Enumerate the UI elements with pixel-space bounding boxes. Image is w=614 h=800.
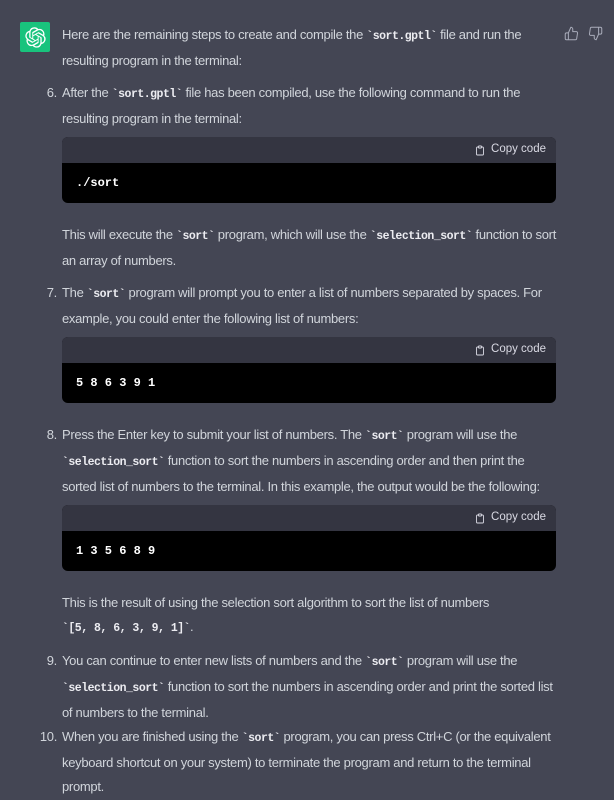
- inline-code: `selection_sort`: [369, 230, 473, 243]
- list-item: [46, 281, 556, 331]
- list-item: [46, 423, 556, 499]
- list-number: 6.: [46, 85, 57, 100]
- code-content: 5 8 6 3 9 1: [76, 376, 156, 390]
- inline-code: `sort`: [365, 656, 404, 669]
- code-block: [62, 137, 556, 203]
- text-segment: file and run the resulting program in the terminal:: [62, 27, 522, 68]
- text-segment: file has been compiled, use the following command to run the resulting program in the terminal:: [62, 85, 521, 126]
- list-item-text: [62, 427, 540, 494]
- code-content: 1 3 5 6 8 9: [76, 544, 156, 558]
- inline-code: `sort`: [365, 430, 404, 443]
- code-block: [62, 337, 556, 403]
- list-item-text: [62, 653, 553, 720]
- code-content: ./sort: [76, 176, 120, 190]
- text-segment: When you are finished using the: [62, 729, 242, 744]
- list-item: [39, 725, 556, 799]
- message-actions: [564, 22, 603, 41]
- text-segment: This will execute the: [62, 227, 177, 242]
- code-block-header: [62, 137, 556, 163]
- text-segment: The: [62, 285, 87, 300]
- assistant-avatar: [20, 22, 50, 52]
- clipboard-icon: [474, 344, 486, 357]
- text-segment: You can continue to enter new lists of numbers and the: [62, 653, 366, 668]
- list-number: 9.: [46, 653, 57, 668]
- code-block-header: [62, 505, 556, 531]
- text-segment: Here are the remaining steps to create and compile the: [62, 27, 367, 42]
- text-segment: program will use the: [403, 427, 518, 442]
- list-number: 10.: [39, 729, 57, 744]
- list-item-text: [62, 285, 542, 326]
- list-item-text: [62, 85, 520, 126]
- paragraph: [62, 591, 556, 641]
- inline-code: `[5, 8, 6, 3, 9, 1]`: [62, 622, 191, 635]
- code-block-header: [62, 337, 556, 363]
- copy-code-button[interactable]: [474, 344, 546, 357]
- list-number: 7.: [46, 285, 57, 300]
- text-segment: .: [190, 619, 194, 634]
- thumbs-up-icon: [564, 29, 579, 44]
- inline-code: `selection_sort`: [62, 682, 165, 695]
- copy-code-label: Copy code: [491, 143, 546, 156]
- thumbs-down-icon: [588, 29, 603, 44]
- text-segment: This is the result of using the selection sort algorithm to sort the list of numbers: [62, 595, 490, 610]
- code-block: [62, 505, 556, 571]
- paragraph: [62, 223, 556, 273]
- inline-code: `sort.gptl`: [366, 30, 437, 43]
- copy-code-label: Copy code: [491, 511, 546, 524]
- inline-code: `sort.gptl`: [111, 88, 183, 101]
- clipboard-icon: [474, 144, 486, 157]
- inline-code: `selection_sort`: [62, 456, 165, 469]
- thumbs-up-button[interactable]: [564, 26, 579, 41]
- list-number: 8.: [46, 427, 57, 442]
- text-segment: function to sort the numbers in ascending order and then print the sorted list of numbers to the terminal. In this example, the output would be the following:: [62, 453, 540, 494]
- text-segment: program, which will use the: [214, 227, 370, 242]
- inline-code: `sort`: [241, 732, 281, 745]
- text-segment: function to sort the numbers in ascending order and print the sorted list of numbers to the terminal.: [62, 679, 553, 720]
- paragraph: [62, 23, 556, 73]
- clipboard-icon: [474, 512, 486, 525]
- thumbs-down-button[interactable]: [588, 26, 603, 41]
- list-item: [46, 649, 556, 725]
- text-segment: Press the Enter key to submit your list of numbers. The: [62, 427, 366, 442]
- inline-code: `sort`: [86, 288, 126, 301]
- copy-code-label: Copy code: [491, 343, 546, 356]
- text-segment: After the: [62, 85, 112, 100]
- text-segment: program, you can press Ctrl+C (or the equivalent keyboard shortcut on your system) to terminate the program and return to the terminal prompt.: [62, 729, 551, 794]
- message-content: [39, 22, 557, 799]
- text-segment: program will use the: [403, 653, 518, 668]
- copy-code-button[interactable]: [474, 512, 546, 525]
- inline-code: `sort`: [176, 230, 215, 243]
- list-item-text: [62, 729, 551, 794]
- openai-logo-icon: [25, 27, 46, 48]
- list-item: [46, 81, 556, 131]
- copy-code-button[interactable]: [474, 144, 546, 157]
- text-segment: program will prompt you to enter a list of numbers separated by spaces. For example, you could enter the following list of numbers:: [62, 285, 542, 326]
- text-segment: function to sort an array of numbers.: [62, 227, 557, 268]
